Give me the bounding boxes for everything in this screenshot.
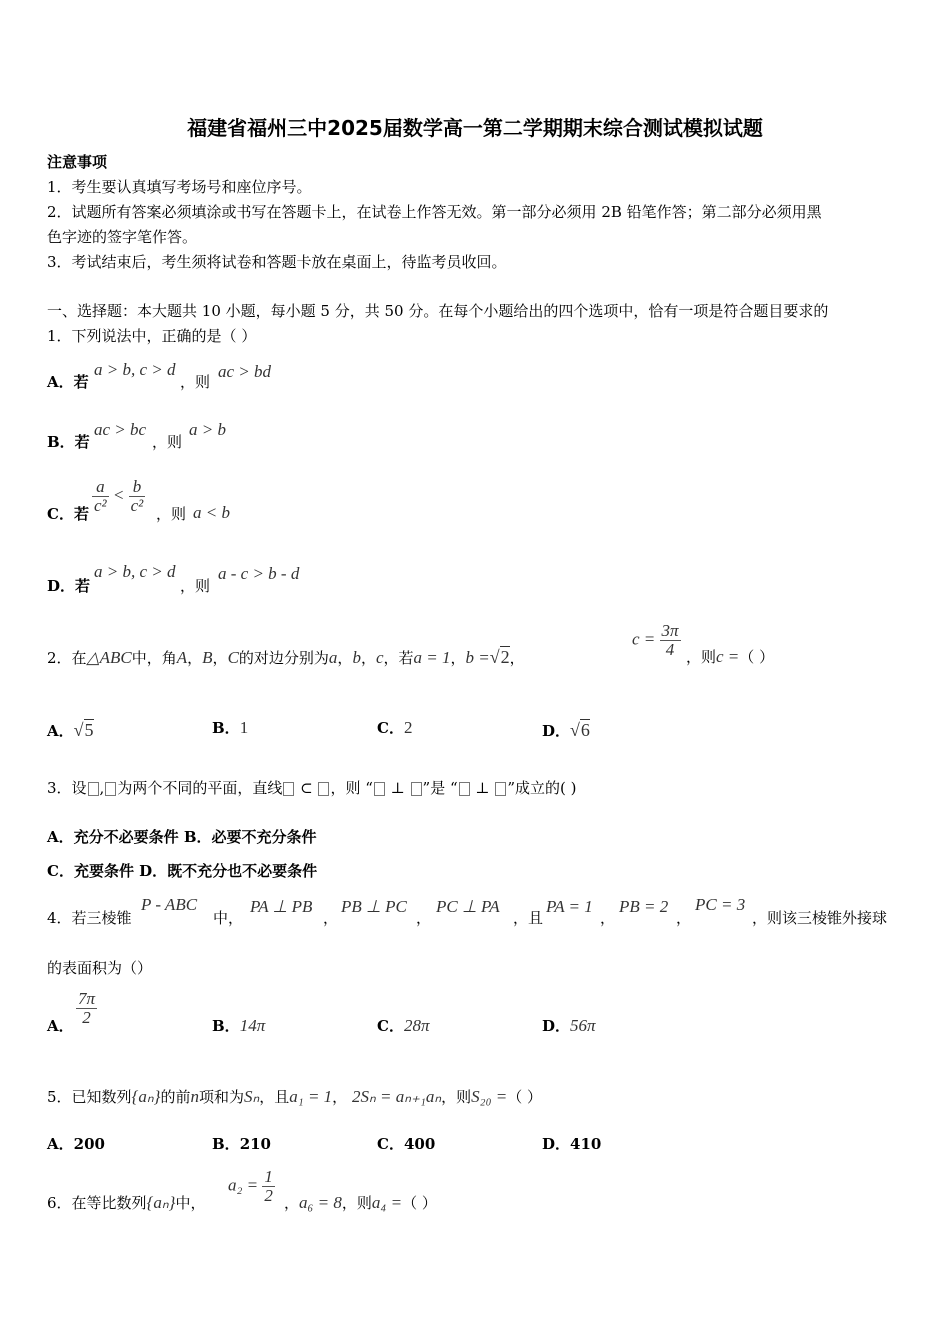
q1-b-then: ，则 [152,433,183,451]
q2-option-c[interactable]: C．2 [377,718,413,737]
fraction: $\frac{3\pi}{4}$ [661,621,679,659]
q2-option-a[interactable]: A．√5 [47,720,94,740]
missing-glyph-icon [411,782,422,796]
q4-option-a[interactable]: A． [47,1017,74,1035]
section-heading: 一、选择题：本大题共 10 小题，每小题 5 分，共 50 分。在每个小题给出的四个选项中，恰有一项是符合题目要求的 [47,302,829,320]
q4-text: ，则该三棱锥外接球 [752,909,888,927]
q1-option-c[interactable] [47,504,89,524]
fraction: $\frac{7\pi}{2}$ [78,989,96,1027]
q4-val-2: PB = 2 [619,897,669,916]
q5-option-c[interactable]: C．400 [377,1135,436,1153]
q6-a2: a₂ = $\frac{1}{2}$ [228,1167,273,1205]
page-title: 福建省福州三中2025届数学高一第二学期期末综合测试模拟试题 [187,116,763,140]
q1-d-result: a - c > b - d [218,564,300,583]
fraction: $\frac{b}{\text{c²}}$ [130,477,144,515]
q4-option-a-value [76,990,97,1027]
q1-d-condition: a > b, c > d [94,562,176,581]
option-label: C．若 [47,505,89,523]
q4-option-b[interactable]: B．14π [212,1016,266,1035]
notice-item: 3．考试结束后，考生须将试卷和答题卡放在桌面上，待监考员收回。 [47,253,507,271]
q1-a-result: ac > bd [218,362,272,381]
q1-b-result: a > b [189,420,226,439]
q1-c-condition: $\frac{a}{\text{c²}}$ < $\frac{b}{\text{c²}}$ [94,477,144,515]
q4-option-c[interactable]: C．28π [377,1016,430,1035]
question-1-stem: 1．下列说法中，正确的是（ ） [47,327,257,345]
q4-text: 的表面积为（） [47,959,153,977]
fraction: $\frac{1}{2}$ [264,1167,273,1205]
missing-glyph-icon [495,782,506,796]
q1-option-d[interactable] [47,576,90,596]
fraction: $\frac{a}{\text{c²}}$ [94,477,107,515]
q4-val-1: PA = 1 [546,897,593,916]
q6-text: ，a₆ = 8，则a₄ =（ ） [284,1193,437,1212]
notice-item: 色字迹的签字笔作答。 [47,228,198,246]
q1-a-condition: a > b, c > d [94,360,176,379]
q4-text: 中， [213,909,244,927]
missing-glyph-icon [459,782,470,796]
q4-text: ，且 [513,909,544,927]
missing-glyph-icon [88,782,99,796]
option-label: A．若 [47,373,89,391]
q1-d-then: ，则 [180,577,211,595]
q5-option-a[interactable]: A．200 [47,1135,105,1153]
missing-glyph-icon [283,782,294,796]
missing-glyph-icon [374,782,385,796]
question-4-stem: 4．若三棱锥 [47,909,132,927]
q4-option-d[interactable]: D．56π [542,1016,596,1035]
question-6-stem: 6．在等比数列{aₙ}中， [47,1193,206,1212]
q4-cond-3: PC ⊥ PA [436,897,500,916]
q4-cond-2: PB ⊥ PC [341,897,407,916]
notice-item: 2．试题所有答案必须填涂或书写在答题卡上，在试卷上作答无效。第一部分必须用 2B 铅笔作答；第二部分必须用黑 [47,203,822,221]
q4-pyramid: P - ABC [141,895,198,914]
question-2-stem: 2．在△ABC中，角A，B，C的对边分别为a，b，c，若a = 1，b =√2， [47,647,525,667]
q2-ask: ，则c =（ ） [686,647,775,666]
question-5-stem: 5．已知数列{aₙ}的前n项和为Sₙ，且a₁ = 1， 2Sₙ = aₙ₊₁aₙ，则S₂₀ =（ ） [47,1087,542,1106]
q5-option-d[interactable]: D．410 [542,1135,602,1153]
q1-b-condition: ac > bc [94,420,147,439]
notice-heading: 注意事项 [47,153,108,171]
notice-item: 1．考生要认真填写考场号和座位序号。 [47,178,312,196]
option-label: B．若 [47,433,90,451]
q1-c-result: a < b [193,503,230,522]
q3-options-cd[interactable]: C．充要条件 D．既不充分也不必要条件 [47,862,318,880]
missing-glyph-icon [105,782,116,796]
q1-a-then: ，则 [180,373,211,391]
q5-option-b[interactable]: B．210 [212,1135,271,1153]
q4-cond-1: PA ⊥ PB [250,897,313,916]
option-label: D．若 [47,577,91,595]
q2-option-d[interactable]: D．√6 [542,720,590,740]
q4-val-3: PC = 3 [695,895,746,914]
q1-option-a[interactable] [47,372,89,392]
missing-glyph-icon [318,782,329,796]
q1-option-b[interactable] [47,432,90,452]
q1-c-then: ，则 [156,505,187,523]
q3-options-ab[interactable]: A．充分不必要条件 B．必要不充分条件 [47,828,317,846]
q2-option-b[interactable]: B．1 [212,718,249,737]
question-3-stem: 3．设 , 为两个不同的平面，直线 ⊂ ，则 “ ⊥ ”是 “ ⊥ ”成立的( ) [47,779,577,797]
q2-c-condition: c = $\frac{3\pi}{4}$ [632,621,679,659]
